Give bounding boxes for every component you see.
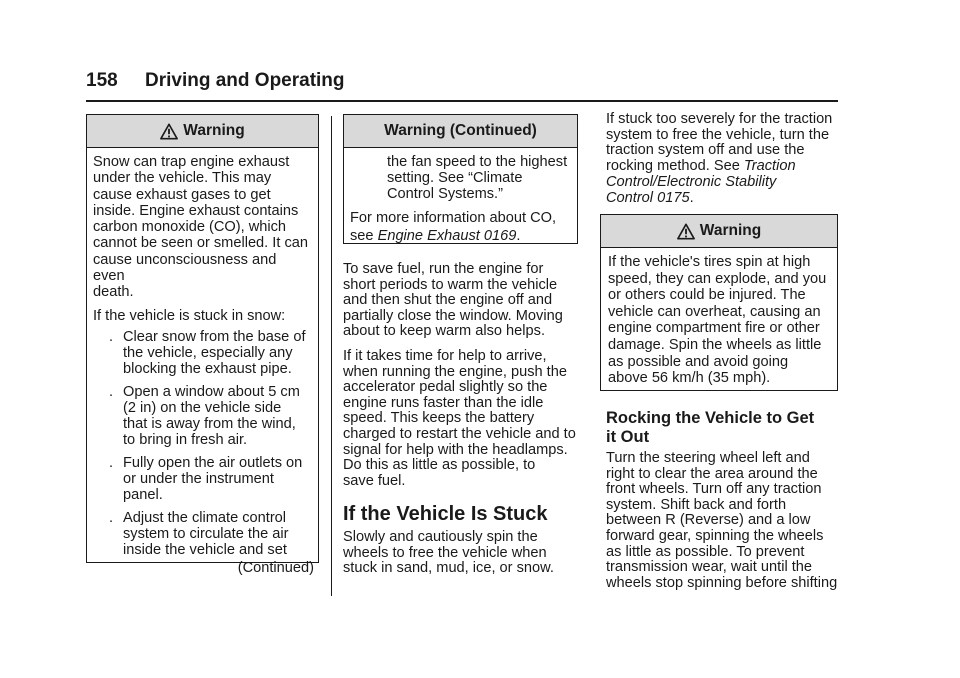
text-line: when running the engine, push the xyxy=(343,363,567,380)
text-line: cannot be seen or smelled. It can xyxy=(93,235,308,252)
warning-box-continued xyxy=(343,114,578,244)
text-line: Fully open the air outlets on xyxy=(123,454,303,471)
warning-box-snow xyxy=(86,114,319,576)
header-rule xyxy=(86,100,838,102)
rocking-paragraph xyxy=(606,451,846,591)
page-number: 158 xyxy=(86,70,118,91)
bullet-marker: . xyxy=(108,383,113,400)
warning-body xyxy=(344,148,577,202)
see-word: see xyxy=(350,228,374,244)
text-line: vehicle can overheat, causing an xyxy=(608,303,821,320)
section-title: Driving and Operating xyxy=(145,70,345,91)
text-line: cause unconsciousness and even xyxy=(93,251,277,285)
bullet-marker: . xyxy=(108,328,113,345)
text-line: blocking the exhaust pipe. xyxy=(123,360,292,377)
text-line: panel. xyxy=(123,486,163,503)
text-line: Clear snow from the base of xyxy=(123,328,306,345)
text-line: and then shut the engine off and xyxy=(343,292,553,308)
continued-label: (Continued) xyxy=(237,559,314,576)
text-line: wheels to free the vehicle when xyxy=(343,544,547,561)
text-line: engine compartment fire or other xyxy=(608,320,820,337)
traction-control-link-cont[interactable]: Control/Electronic Stability xyxy=(606,173,777,190)
column-divider xyxy=(331,116,332,596)
text-line: carbon monoxide (CO), which xyxy=(93,219,287,236)
more-info-paragraph xyxy=(344,202,577,245)
warning-box-tires xyxy=(600,214,838,391)
text-line: Open a window about 5 cm xyxy=(123,383,300,400)
text-line: system to free the vehicle, turn the xyxy=(606,126,830,143)
warning-body xyxy=(601,248,837,387)
text-line: If the vehicle's tires spin at high xyxy=(608,254,811,270)
fuel-paragraph xyxy=(343,262,583,340)
text-line: see Engine Exhaust 0169. xyxy=(350,228,521,244)
bullet-item xyxy=(93,455,312,503)
text-line: right to clear the area around the xyxy=(606,465,818,482)
text-line: setting. See “Climate xyxy=(387,170,523,186)
bullet-marker: . xyxy=(108,509,113,526)
text-line: signal for help with the headlamps. xyxy=(343,441,568,458)
text-line: Turn the steering wheel left and xyxy=(606,450,810,466)
text-line xyxy=(606,159,846,175)
page-reference-icon: 0 xyxy=(657,189,666,206)
text-line: If stuck too severely for the traction xyxy=(606,111,833,127)
bullet-item xyxy=(93,510,312,558)
text-line: above 56 km/h (35 mph). xyxy=(608,370,771,387)
text-line: To save fuel, run the engine for xyxy=(343,261,544,277)
warning-title: Warning xyxy=(699,222,762,239)
text-line: For more information about CO, xyxy=(350,210,557,226)
bullet-marker: . xyxy=(108,454,113,471)
text-line: If it takes time for help to arrive, xyxy=(343,348,547,364)
text-line: Do this as little as possible, to xyxy=(343,457,536,474)
heading-line: Rocking the Vehicle to Get xyxy=(606,409,815,427)
text-line: Snow can trap engine exhaust xyxy=(93,154,290,170)
snow-intro: If the vehicle is stuck in snow: xyxy=(93,307,286,324)
text-line: Control 0175. xyxy=(606,189,694,206)
text-line: charged to restart the vehicle and to xyxy=(343,425,576,442)
text-line: or others could be injured. The xyxy=(608,287,806,304)
text-line: the vehicle, especially any xyxy=(123,344,293,361)
text-line: stuck in sand, mud, ice, or snow. xyxy=(343,560,554,577)
warning-paragraph xyxy=(93,154,312,301)
traction-control-link-end[interactable]: Control xyxy=(606,189,654,206)
text-line: that is away from the wind, xyxy=(123,415,296,432)
warning-header xyxy=(87,115,318,148)
warning-body xyxy=(87,148,318,576)
text-line: accelerator pedal slightly so the xyxy=(343,379,548,396)
text-line: Adjust the climate control xyxy=(123,509,287,526)
warning-title: Warning (Continued) xyxy=(384,122,537,139)
page-reference-number[interactable]: 169 xyxy=(492,228,517,244)
text-line: as possible and avoid going xyxy=(608,353,789,370)
text-line: Slowly and cautiously spin the xyxy=(343,529,538,545)
section-heading-rocking xyxy=(606,409,846,447)
section-heading-stuck: If the Vehicle Is Stuck xyxy=(343,503,548,525)
page-reference-icon: 0 xyxy=(483,228,493,244)
text-line: wheels stop spinning before shifting xyxy=(606,574,838,591)
stuck-paragraph xyxy=(343,530,583,577)
text-line: transmission wear, wait until the xyxy=(606,559,813,576)
text-line: the fan speed to the highest xyxy=(387,154,568,170)
text-line: front wheels. Turn off any traction xyxy=(606,481,822,498)
text-line: inside. Engine exhaust contains xyxy=(93,202,299,219)
text-line: system. Shift back and forth xyxy=(606,496,787,513)
text-line: damage. Spin the wheels as little xyxy=(608,336,822,353)
text-line: or under the instrument xyxy=(123,470,274,487)
text-line: about to keep warm also helps. xyxy=(343,323,545,339)
warning-header xyxy=(344,115,577,148)
text-line: as little as possible. To prevent xyxy=(606,543,805,560)
text-line: traction system off and use the xyxy=(606,142,805,159)
text-line: to bring in fresh air. xyxy=(123,431,248,448)
text-line: engine runs faster than the idle xyxy=(343,394,544,411)
warning-title: Warning xyxy=(183,122,245,139)
help-paragraph xyxy=(343,349,583,489)
text-line: between R (Reverse) and a low xyxy=(606,512,811,529)
text-line: save fuel. xyxy=(343,472,406,489)
warning-header xyxy=(601,215,837,248)
engine-exhaust-link[interactable]: Engine Exhaust xyxy=(377,228,480,244)
warning-icon xyxy=(677,223,695,240)
text-line: speed, they can explode, and you xyxy=(608,270,827,287)
text-line: forward gear, spinning the wheels xyxy=(606,527,824,544)
text-line: partially close the window. Moving xyxy=(343,307,563,324)
see-prefix: rocking method. See xyxy=(606,158,744,175)
traction-control-link[interactable]: Traction xyxy=(743,158,796,175)
bullet-item xyxy=(93,329,312,377)
text-line: Control Systems.” xyxy=(387,186,503,202)
text-line: under the vehicle. This may xyxy=(93,170,272,187)
bullet-item xyxy=(93,384,312,448)
text-line: (2 in) on the vehicle side xyxy=(123,399,282,416)
heading-line: it Out xyxy=(606,428,650,446)
text-line: cause exhaust gases to get xyxy=(93,186,271,203)
text-line: short periods to warm the vehicle xyxy=(343,276,558,293)
text-line: inside the vehicle and set xyxy=(123,541,287,558)
text-line: speed. This keeps the battery xyxy=(343,410,535,427)
text-line: death. xyxy=(93,284,134,301)
text-line: system to circulate the air xyxy=(123,525,289,542)
warning-icon xyxy=(160,123,178,140)
page-reference-number[interactable]: 175 xyxy=(665,189,690,206)
traction-paragraph xyxy=(606,112,846,206)
